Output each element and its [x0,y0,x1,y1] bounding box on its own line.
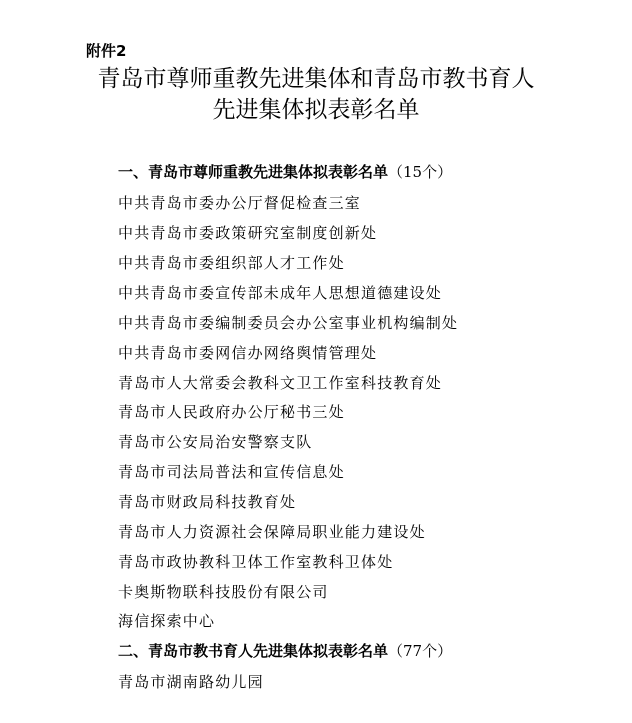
list-item: 青岛市人力资源社会保障局职业能力建设处 [118,523,426,541]
list-item: 青岛市湖南路幼儿园 [118,673,264,691]
list-item: 中共青岛市委办公厅督促检查三室 [118,194,362,212]
document-title-line-2: 先进集体拟表彰名单 [212,97,420,123]
list-item: 中共青岛市委编制委员会办公室事业机构编制处 [118,314,459,332]
list-item: 卡奥斯物联科技股份有限公司 [118,583,329,601]
section-1-heading [118,161,452,183]
list-item: 中共青岛市委宣传部未成年人思想道德建设处 [118,284,443,302]
list-item: 中共青岛市委政策研究室制度创新处 [118,224,378,242]
list-item: 青岛市司法局普法和宣传信息处 [118,463,345,481]
attachment-label: 附件2 [86,42,127,60]
section-1-count: （15个） [388,163,453,181]
section-1-heading-text: 一、青岛市尊师重教先进集体拟表彰名单 [118,163,389,181]
list-item: 青岛市人民政府办公厅秘书三处 [118,403,345,421]
list-item: 青岛市人大常委会教科文卫工作室科技教育处 [118,374,443,392]
list-item: 青岛市财政局科技教育处 [118,493,297,511]
section-2-count: （77个） [388,642,453,660]
section-2-heading-text: 二、青岛市教书育人先进集体拟表彰名单 [118,642,389,660]
list-item: 海信探索中心 [118,612,216,630]
list-item: 青岛市政协教科卫体工作室教科卫体处 [118,553,394,571]
list-item: 中共青岛市委网信办网络舆情管理处 [118,344,378,362]
list-item: 中共青岛市委组织部人才工作处 [118,254,345,272]
document-title-line-1: 青岛市尊师重教先进集体和青岛市教书育人 [97,66,535,92]
section-2-heading [118,640,452,662]
list-item: 青岛市公安局治安警察支队 [118,433,313,451]
